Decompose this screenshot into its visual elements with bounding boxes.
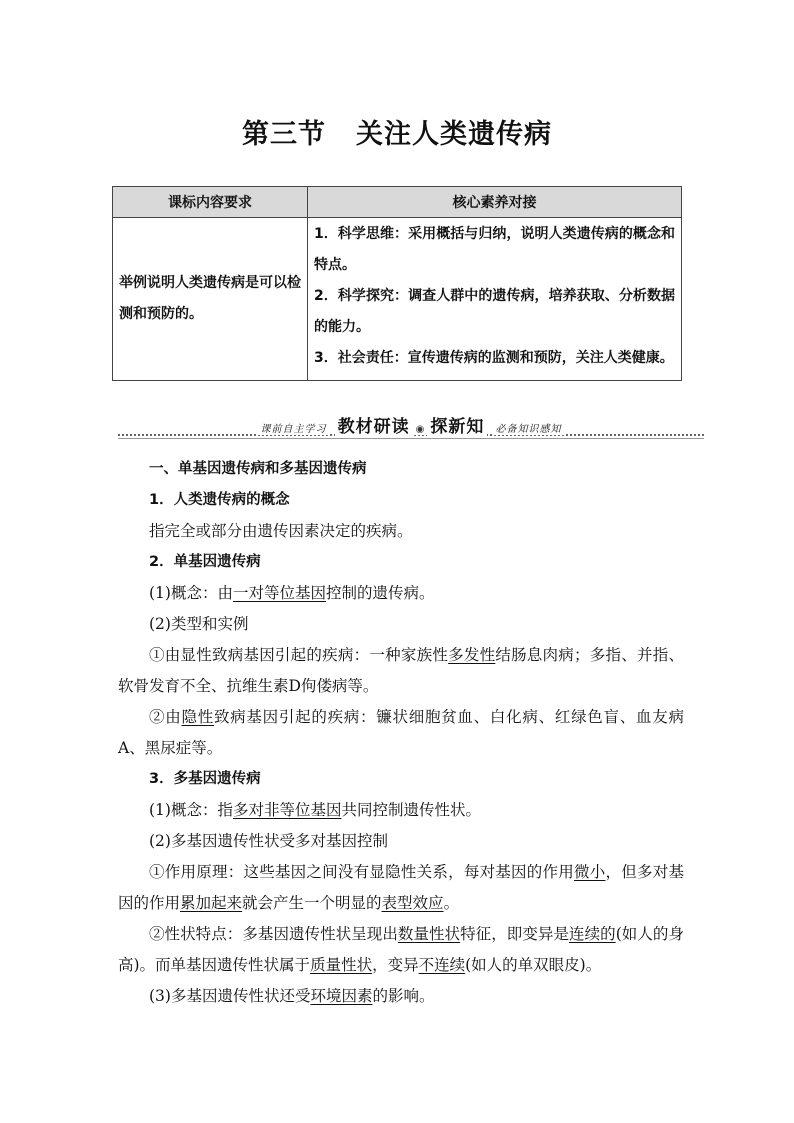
core-competencies-cell (308, 218, 682, 381)
section-banner (118, 412, 704, 440)
page-title (0, 112, 794, 151)
paragraph: (1)概念：指多对非等位基因共同控制遗传性状。 (149, 801, 481, 819)
competency-item: 3．社会责任：宣传遗传病的监测和预防，关注人类健康。 (314, 350, 674, 366)
paragraph: ①作用原理：这些基因之间没有显隐性关系，每对基因的作用微小，但多对基因的作用累加起来就会产生一个明显的表型效应。 (118, 863, 684, 912)
subsection-heading: 1．人类遗传病的概念 (149, 492, 290, 508)
paragraph: (2)多基因遗传性状受多对基因控制 (149, 832, 388, 850)
paragraph: ①由显性致病基因引起的疾病：一种家族性多发性结肠息肉病；多指、并指、软骨发育不全、抗维生素D佝偻病等。 (118, 646, 684, 695)
paragraph: (2)类型和实例 (149, 615, 249, 633)
banner-main-text-1: 教材研读 (335, 417, 413, 437)
competency-item: 1．科学思维：采用概括与归纳，说明人类遗传病的概念和特点。 (314, 226, 675, 273)
paragraph: 指完全或部分由遗传因素决定的疾病。 (149, 522, 413, 540)
curriculum-requirement-cell: 举例说明人类遗传病是可以检测和预防的。 (113, 218, 308, 381)
title-section-number: 第三节 (242, 119, 326, 150)
header-curriculum-requirements: 课标内容要求 (113, 187, 308, 218)
banner-main-text-2: 探新知 (427, 417, 487, 437)
title-topic: 关注人类遗传病 (356, 119, 552, 150)
paragraph: (3)多基因遗传性状还受环境因素的影响。 (149, 987, 435, 1005)
header-core-competencies: 核心素养对接 (308, 187, 682, 218)
paragraph: ②由隐性致病基因引起的疾病：镰状细胞贫血、白化病、红绿色盲、血友病A、黑尿症等。 (118, 708, 684, 757)
banner-left-label: 课前自主学习 (258, 424, 330, 435)
banner-right-label: 必备知识感知 (492, 424, 564, 435)
subsection-heading: 2．单基因遗传病 (149, 554, 261, 570)
main-content (118, 454, 684, 1012)
paragraph: (1)概念：由一对等位基因控制的遗传病。 (149, 584, 435, 602)
requirements-table (112, 186, 682, 381)
section-heading: 一、单基因遗传病和多基因遗传病 (149, 461, 367, 477)
banner-dot-icon: ◉ (413, 424, 428, 435)
competency-item: 2．科学探究：调查人群中的遗传病，培养获取、分析数据的能力。 (314, 288, 675, 335)
paragraph: ②性状特点：多基因遗传性状呈现出数量性状特征，即变异是连续的(如人的身高)。而单基因遗传性状属于质量性状，变异不连续(如人的单双眼皮)。 (118, 925, 684, 974)
subsection-heading: 3．多基因遗传病 (149, 771, 261, 787)
